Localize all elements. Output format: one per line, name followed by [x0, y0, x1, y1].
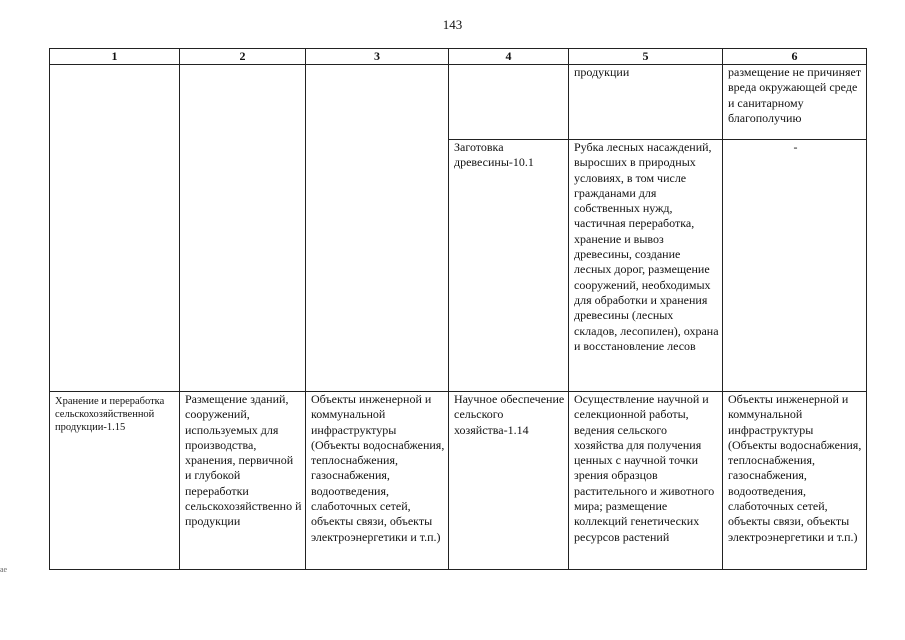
row1-col2-cell: [180, 65, 306, 392]
col-header-4: 4: [449, 49, 569, 65]
row2-col5-cell: Рубка лесных насаждений, выросших в природных условиях, в том числе гражданами для собственных нужд, частичная переработка, хранение и вывоз древесины, создание лесных дорог, размещение сооружений, необходимых для обработки и хранения древесины (лесных складов, лесопилен), охрана и восстановление лесов: [569, 140, 723, 392]
col-header-3: 3: [306, 49, 449, 65]
row3-col3-cell: Объекты инженерной и коммунальной инфраструктуры (Объекты водоснабжения, теплоснабжения, газоснабжения, водоотведения, слаботочных сетей, объекты связи, объекты электроэнергетики и т.п.): [306, 392, 449, 570]
land-use-table: [49, 48, 867, 570]
col-header-5: 5: [569, 49, 723, 65]
row1-col1-cell: [50, 65, 180, 392]
row3-col5-cell: Осуществление научной и селекционной работы, ведения сельского хозяйства для получения ценных с научной точки зрения образцов растительного и животного мира; размещение коллекций генетических ресурсов растений: [569, 392, 723, 570]
col-header-1: 1: [50, 49, 180, 65]
row2-col6-cell: -: [723, 140, 867, 392]
header-row: [50, 49, 867, 65]
row1-col4-cell: [449, 65, 569, 140]
row3-col4-cell: Научное обеспечение сельского хозяйства-1.14: [449, 392, 569, 570]
row3-col2-cell: Размещение зданий, сооружений, используемых для производства, хранения, первичной и глубокой переработки сельскохозяйственно й продукции: [180, 392, 306, 570]
row3-col6-cell: Объекты инженерной и коммунальной инфраструктуры (Объекты водоснабжения, теплоснабжения, газоснабжения, водоотведения, слаботочных сетей, объекты связи, объекты электроэнергетики и т.п.): [723, 392, 867, 570]
table-row: [50, 65, 867, 140]
row1-col6-cell: размещение не причиняет вреда окружающей среде и санитарному благополучию: [723, 65, 867, 140]
margin-mark: ae: [0, 565, 8, 574]
row3-col1-cell: Хранение и переработка сельскохозяйственной продукции-1.15: [50, 392, 180, 570]
page-number: 143: [442, 17, 463, 32]
col-header-6: 6: [723, 49, 867, 65]
row1-col3-cell: [306, 65, 449, 392]
table-row: [50, 392, 867, 570]
row2-col4-cell: Заготовка древесины-10.1: [449, 140, 569, 392]
col-header-2: 2: [180, 49, 306, 65]
row1-col5-cell: продукции: [569, 65, 723, 140]
